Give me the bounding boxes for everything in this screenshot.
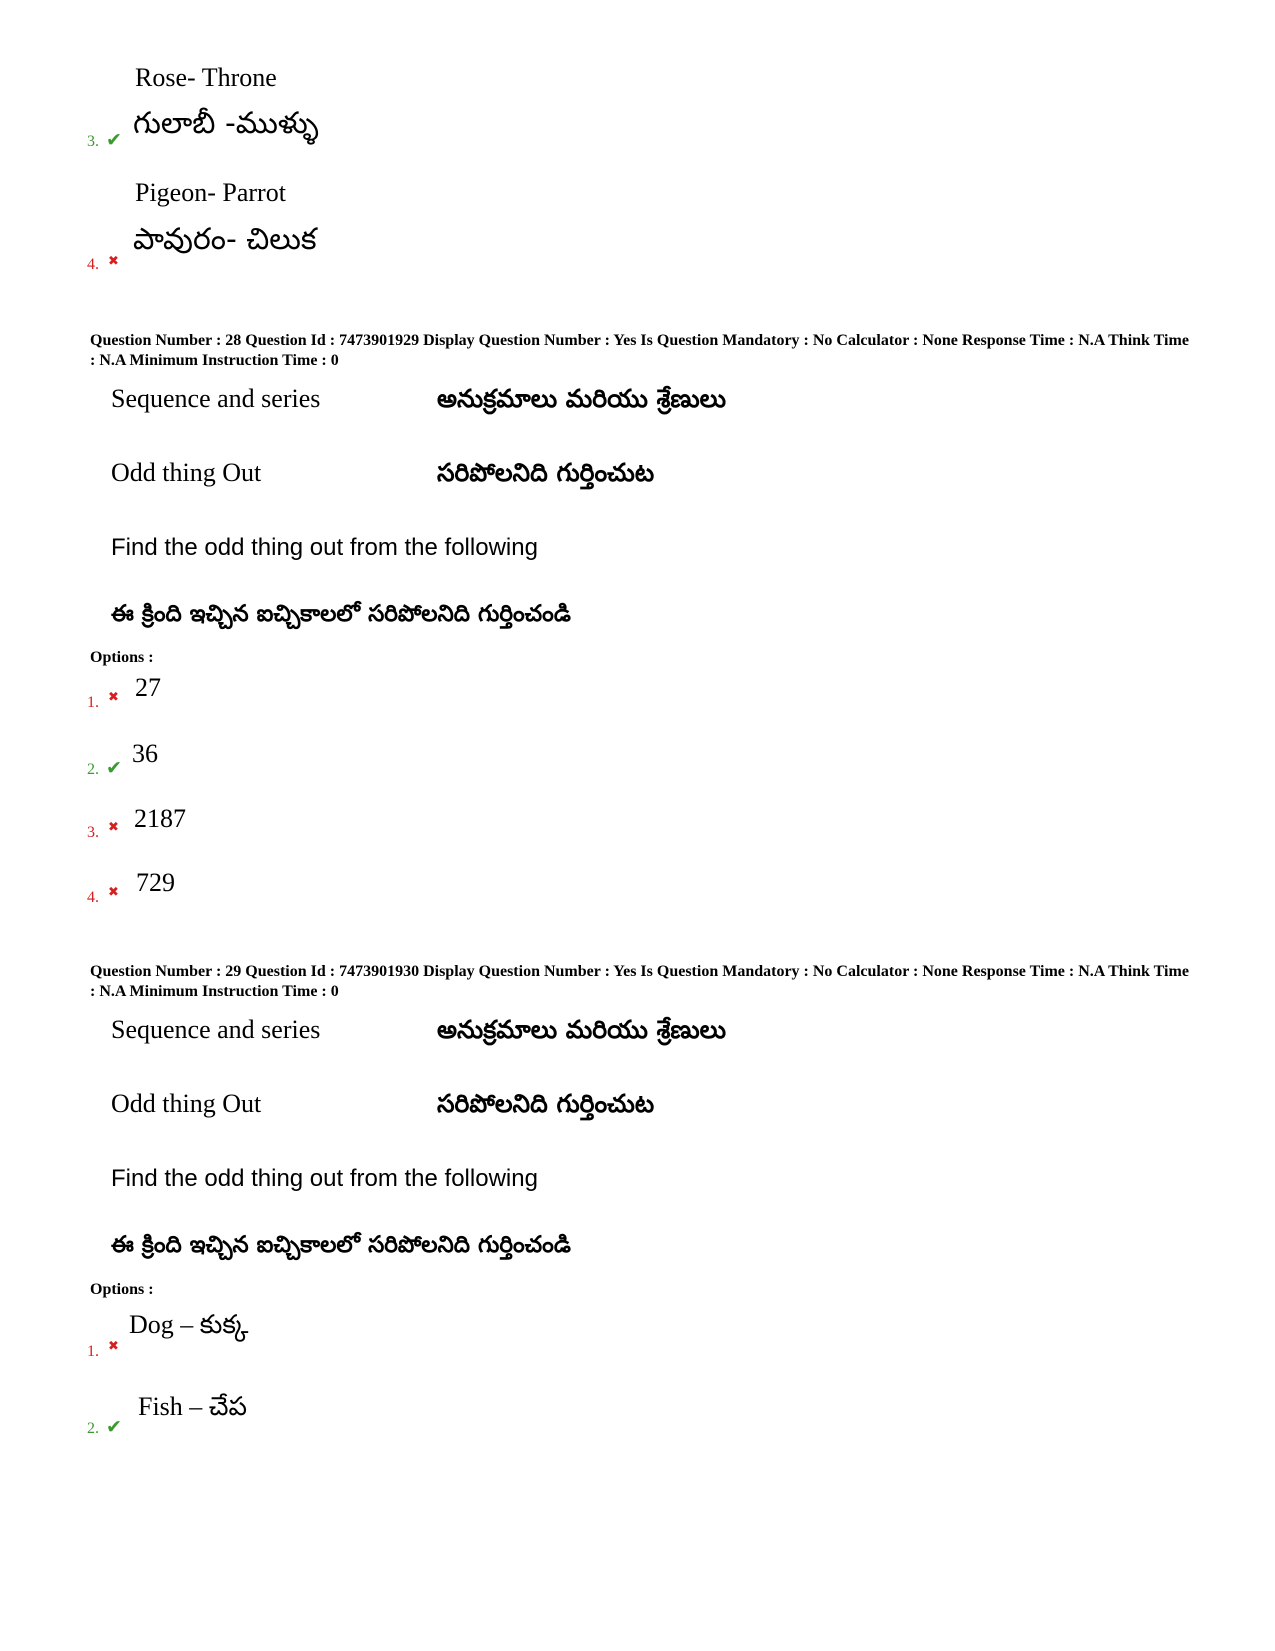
question-28-topic-en: Sequence and series — [111, 384, 321, 413]
option-number: 2. — [87, 1420, 99, 1437]
option-text: Dog – కుక్క — [129, 1310, 249, 1339]
prev-option-4-text-te: పావురం- చిలుక — [133, 222, 317, 257]
cross-icon: ✖ — [108, 690, 119, 705]
cross-icon: ✖ — [108, 1339, 119, 1354]
question-29-text-te: ఈ క్రింది ఇచ్చిన ఐచ్చికాలలో సరిపోలనిది గుర్తించండి — [111, 1232, 571, 1258]
question-28-topic-te: అనుక్రమాలు మరియు శ్రేణులు — [437, 384, 727, 413]
check-icon: ✔ — [106, 1416, 122, 1438]
option-text: 36 — [132, 739, 158, 768]
check-icon: ✔ — [106, 129, 122, 151]
question-29-subtopic-en: Odd thing Out — [111, 1089, 262, 1118]
question-28-text-te: ఈ క్రింది ఇచ్చిన ఐచ్చికాలలో సరిపోలనిది గుర్తించండి — [111, 601, 571, 627]
question-28-subtopic-te: సరిపోలనిది గుర్తించుట — [437, 458, 655, 487]
question-29-topic-en: Sequence and series — [111, 1015, 321, 1044]
question-29-options-label: Options : — [90, 1281, 154, 1298]
question-28-meta: Question Number : 28 Question Id : 7473901929 Display Question Number : Yes Is Question Mandatory : No Calculator : None Response Time : N.A Think Time : N.A Minimum Instruction Time : 0 — [90, 332, 1189, 369]
option-number: 1. — [87, 694, 99, 711]
question-29-subtopic-te: సరిపోలనిది గుర్తించుట — [437, 1089, 655, 1118]
question-29-topic-te: అనుక్రమాలు మరియు శ్రేణులు — [437, 1015, 727, 1044]
check-icon: ✔ — [106, 757, 122, 779]
option-number: 2. — [87, 761, 99, 778]
prev-option-3-number: 3. — [87, 133, 99, 150]
option-text: Fish – చేప — [138, 1392, 248, 1421]
question-29-text-en: Find the odd thing out from the following — [111, 1165, 538, 1192]
prev-option-4-number: 4. — [87, 256, 99, 273]
option-text: 2187 — [134, 804, 186, 833]
option-text: 729 — [136, 868, 175, 897]
question-28-text-en: Find the odd thing out from the following — [111, 534, 538, 561]
question-28-subtopic-en: Odd thing Out — [111, 458, 262, 487]
option-number: 4. — [87, 889, 99, 906]
option-number: 3. — [87, 824, 99, 841]
prev-option-4-text-en: Pigeon- Parrot — [135, 178, 286, 207]
option-number: 1. — [87, 1343, 99, 1360]
cross-icon: ✖ — [108, 885, 119, 900]
prev-option-3-text-te: గులాబీ -ముళ్ళు — [133, 106, 319, 141]
question-29-meta: Question Number : 29 Question Id : 7473901930 Display Question Number : Yes Is Question Mandatory : No Calculator : None Response Time : N.A Think Time : N.A Minimum Instruction Time : 0 — [90, 963, 1189, 1000]
prev-option-3-text-en: Rose- Throne — [135, 63, 277, 92]
option-text: 27 — [135, 673, 161, 702]
cross-icon: ✖ — [108, 820, 119, 835]
cross-icon: ✖ — [108, 254, 119, 269]
question-28-options-label: Options : — [90, 649, 154, 666]
